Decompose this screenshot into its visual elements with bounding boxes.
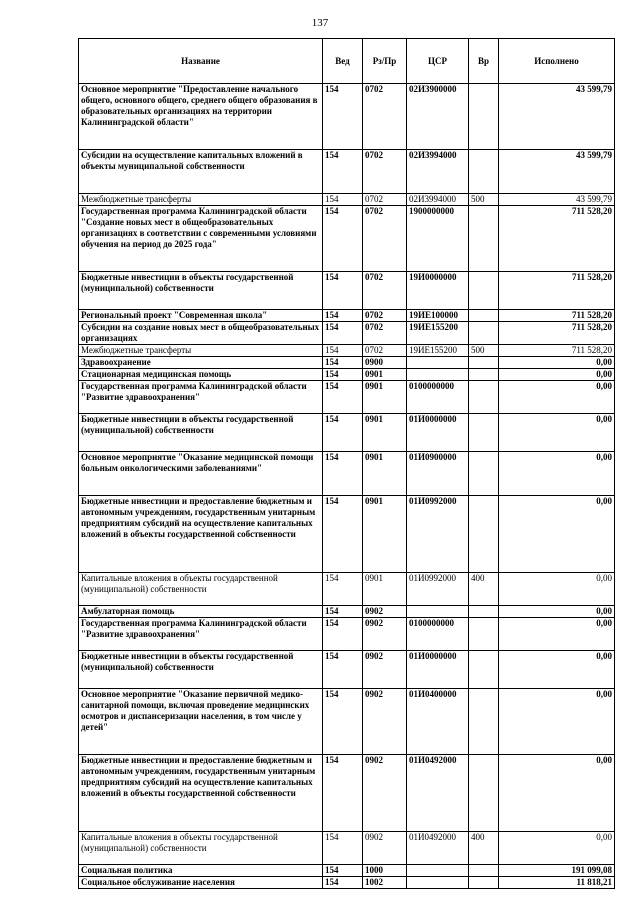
cell-rzpr: 0702: [363, 150, 407, 194]
cell-csr: 1900000000: [407, 206, 469, 272]
cell-rzpr: 0702: [363, 84, 407, 150]
cell-vr: [469, 272, 499, 310]
cell-csr: [407, 369, 469, 381]
cell-ved: 154: [323, 369, 363, 381]
cell-rzpr: 0901: [363, 452, 407, 496]
cell-name: Бюджетные инвестиции и предоставление бюджетным и автономным учреждениям, государственным унитарным предприятиям субсидий на осуществление капитальных вложений в объекты государственной собственности: [79, 496, 323, 573]
table-row: [79, 194, 615, 206]
cell-ved: 154: [323, 651, 363, 689]
table-row: [79, 865, 615, 877]
cell-vr: [469, 322, 499, 345]
cell-done: 0,00: [499, 832, 615, 865]
cell-rzpr: 0900: [363, 357, 407, 369]
cell-ved: 154: [323, 573, 363, 606]
cell-name: Бюджетные инвестиции в объекты государственной (муниципальной) собственности: [79, 651, 323, 689]
cell-csr: 01И0992000: [407, 573, 469, 606]
table-row: [79, 689, 615, 755]
cell-rzpr: 0702: [363, 206, 407, 272]
table-body: [79, 84, 615, 889]
table-row: [79, 381, 615, 414]
cell-name: Основное мероприятие "Оказание медицинской помощи больным онкологическими заболеваниями": [79, 452, 323, 496]
cell-name: Государственная программа Калининградской области "Развитие здравоохранения": [79, 618, 323, 651]
cell-ved: 154: [323, 414, 363, 452]
cell-name: Бюджетные инвестиции и предоставление бюджетным и автономным учреждениям, государственным унитарным предприятиям субсидий на осуществление капитальных вложений в объекты государственной собственности: [79, 755, 323, 832]
cell-csr: 19ИЕ155200: [407, 322, 469, 345]
cell-vr: [469, 606, 499, 618]
cell-ved: 154: [323, 381, 363, 414]
cell-name: Межбюджетные трансферты: [79, 194, 323, 206]
cell-vr: [469, 877, 499, 889]
cell-vr: 400: [469, 573, 499, 606]
cell-rzpr: 0901: [363, 573, 407, 606]
cell-csr: 19ИЕ155200: [407, 345, 469, 357]
cell-rzpr: 0702: [363, 322, 407, 345]
cell-csr: 19ИЕ100000: [407, 310, 469, 322]
cell-ved: 154: [323, 877, 363, 889]
table-row: [79, 877, 615, 889]
table-row: [79, 606, 615, 618]
cell-rzpr: 0901: [363, 414, 407, 452]
table-row: [79, 651, 615, 689]
budget-table: [78, 38, 615, 889]
cell-done: 711 528,20: [499, 310, 615, 322]
cell-vr: 500: [469, 345, 499, 357]
header-done: Исполнено: [499, 39, 615, 84]
cell-done: 0,00: [499, 496, 615, 573]
cell-rzpr: 1002: [363, 877, 407, 889]
cell-vr: [469, 618, 499, 651]
cell-vr: [469, 865, 499, 877]
cell-done: 0,00: [499, 755, 615, 832]
cell-rzpr: 0901: [363, 369, 407, 381]
header-ved: Вед: [323, 39, 363, 84]
cell-name: Социальная политика: [79, 865, 323, 877]
cell-vr: [469, 689, 499, 755]
cell-name: Стационарная медицинская помощь: [79, 369, 323, 381]
cell-ved: 154: [323, 832, 363, 865]
cell-ved: 154: [323, 194, 363, 206]
cell-csr: 01И0492000: [407, 832, 469, 865]
header-name: Название: [79, 39, 323, 84]
header-rzpr: Рз/Пр: [363, 39, 407, 84]
cell-vr: [469, 150, 499, 194]
table-row: [79, 345, 615, 357]
cell-done: 0,00: [499, 452, 615, 496]
cell-vr: [469, 369, 499, 381]
cell-vr: [469, 414, 499, 452]
cell-name: Амбулаторная помощь: [79, 606, 323, 618]
cell-csr: 0100000000: [407, 618, 469, 651]
cell-name: Социальное обслуживание населения: [79, 877, 323, 889]
cell-done: 0,00: [499, 689, 615, 755]
cell-rzpr: 0901: [363, 381, 407, 414]
cell-done: 0,00: [499, 381, 615, 414]
cell-name: Субсидии на осуществление капитальных вложений в объекты муниципальной собственности: [79, 150, 323, 194]
cell-vr: [469, 206, 499, 272]
cell-vr: [469, 496, 499, 573]
cell-name: Государственная программа Калининградской области "Создание новых мест в общеобразовательных организациях в соответствии с современными условиями обучения на период до 2025 года": [79, 206, 323, 272]
cell-done: 711 528,20: [499, 345, 615, 357]
cell-vr: 500: [469, 194, 499, 206]
cell-name: Капитальные вложения в объекты государственной (муниципальной) собственности: [79, 573, 323, 606]
table-row: [79, 150, 615, 194]
cell-rzpr: 0902: [363, 689, 407, 755]
cell-done: 43 599,79: [499, 84, 615, 150]
cell-ved: 154: [323, 84, 363, 150]
cell-ved: 154: [323, 606, 363, 618]
cell-vr: [469, 452, 499, 496]
cell-vr: [469, 310, 499, 322]
cell-rzpr: 0902: [363, 755, 407, 832]
cell-done: 43 599,79: [499, 150, 615, 194]
table-row: [79, 84, 615, 150]
cell-csr: 02И3900000: [407, 84, 469, 150]
table-row: [79, 452, 615, 496]
cell-done: 0,00: [499, 369, 615, 381]
cell-name: Здравоохранение: [79, 357, 323, 369]
cell-csr: 19И0000000: [407, 272, 469, 310]
cell-done: 0,00: [499, 618, 615, 651]
cell-done: 0,00: [499, 414, 615, 452]
cell-vr: [469, 651, 499, 689]
cell-done: 11 818,21: [499, 877, 615, 889]
cell-name: Основное мероприятие "Предоставление начального общего, основного общего, среднего общего образования в образовательных организациях на территории Калининградской области": [79, 84, 323, 150]
cell-name: Региональный проект "Современная школа": [79, 310, 323, 322]
cell-done: 191 099,08: [499, 865, 615, 877]
table-row: [79, 832, 615, 865]
cell-rzpr: 0902: [363, 651, 407, 689]
cell-name: Бюджетные инвестиции в объекты государственной (муниципальной) собственности: [79, 272, 323, 310]
cell-csr: 01И0900000: [407, 452, 469, 496]
cell-ved: 154: [323, 322, 363, 345]
table-row: [79, 369, 615, 381]
cell-vr: [469, 755, 499, 832]
cell-done: 0,00: [499, 606, 615, 618]
cell-rzpr: 0902: [363, 606, 407, 618]
cell-done: 711 528,20: [499, 322, 615, 345]
table-row: [79, 618, 615, 651]
cell-done: 0,00: [499, 357, 615, 369]
cell-rzpr: 1000: [363, 865, 407, 877]
table-row: [79, 272, 615, 310]
table-row: [79, 357, 615, 369]
cell-rzpr: 0702: [363, 194, 407, 206]
cell-vr: [469, 357, 499, 369]
cell-name: Межбюджетные трансферты: [79, 345, 323, 357]
cell-name: Капитальные вложения в объекты государственной (муниципальной) собственности: [79, 832, 323, 865]
table-row: [79, 414, 615, 452]
cell-ved: 154: [323, 618, 363, 651]
cell-name: Государственная программа Калининградской области "Развитие здравоохранения": [79, 381, 323, 414]
header-csr: ЦСР: [407, 39, 469, 84]
cell-rzpr: 0702: [363, 310, 407, 322]
table-row: [79, 322, 615, 345]
cell-csr: [407, 357, 469, 369]
cell-name: Основное мероприятие "Оказание первичной медико-санитарной помощи, включая проведение медицинских осмотров и диспансеризации населения, в том числе у детей": [79, 689, 323, 755]
cell-name: Бюджетные инвестиции в объекты государственной (муниципальной) собственности: [79, 414, 323, 452]
cell-ved: 154: [323, 865, 363, 877]
table-row: [79, 496, 615, 573]
cell-ved: 154: [323, 496, 363, 573]
cell-rzpr: 0901: [363, 496, 407, 573]
cell-csr: 0100000000: [407, 381, 469, 414]
cell-ved: 154: [323, 345, 363, 357]
cell-rzpr: 0702: [363, 272, 407, 310]
cell-ved: 154: [323, 206, 363, 272]
cell-vr: 400: [469, 832, 499, 865]
cell-vr: [469, 381, 499, 414]
cell-done: 711 528,20: [499, 206, 615, 272]
table-row: [79, 573, 615, 606]
cell-csr: 01И0400000: [407, 689, 469, 755]
cell-rzpr: 0902: [363, 618, 407, 651]
cell-csr: 02И3994000: [407, 150, 469, 194]
header-vr: Вр: [469, 39, 499, 84]
cell-ved: 154: [323, 755, 363, 832]
cell-csr: 01И0000000: [407, 651, 469, 689]
cell-done: 0,00: [499, 651, 615, 689]
table-row: [79, 755, 615, 832]
cell-done: 711 528,20: [499, 272, 615, 310]
cell-ved: 154: [323, 272, 363, 310]
cell-done: 43 599,79: [499, 194, 615, 206]
cell-done: 0,00: [499, 573, 615, 606]
cell-csr: [407, 865, 469, 877]
cell-rzpr: 0702: [363, 345, 407, 357]
cell-ved: 154: [323, 452, 363, 496]
cell-name: Субсидии на создание новых мест в общеобразовательных организациях: [79, 322, 323, 345]
cell-csr: [407, 877, 469, 889]
table-row: [79, 310, 615, 322]
table-header-row: [79, 39, 615, 84]
page-number: 137: [311, 17, 329, 29]
cell-csr: 02И3994000: [407, 194, 469, 206]
cell-csr: 01И0000000: [407, 414, 469, 452]
cell-rzpr: 0902: [363, 832, 407, 865]
cell-ved: 154: [323, 357, 363, 369]
cell-csr: 01И0992000: [407, 496, 469, 573]
cell-ved: 154: [323, 689, 363, 755]
cell-ved: 154: [323, 310, 363, 322]
cell-ved: 154: [323, 150, 363, 194]
table-row: [79, 206, 615, 272]
cell-csr: 01И0492000: [407, 755, 469, 832]
cell-csr: [407, 606, 469, 618]
cell-vr: [469, 84, 499, 150]
